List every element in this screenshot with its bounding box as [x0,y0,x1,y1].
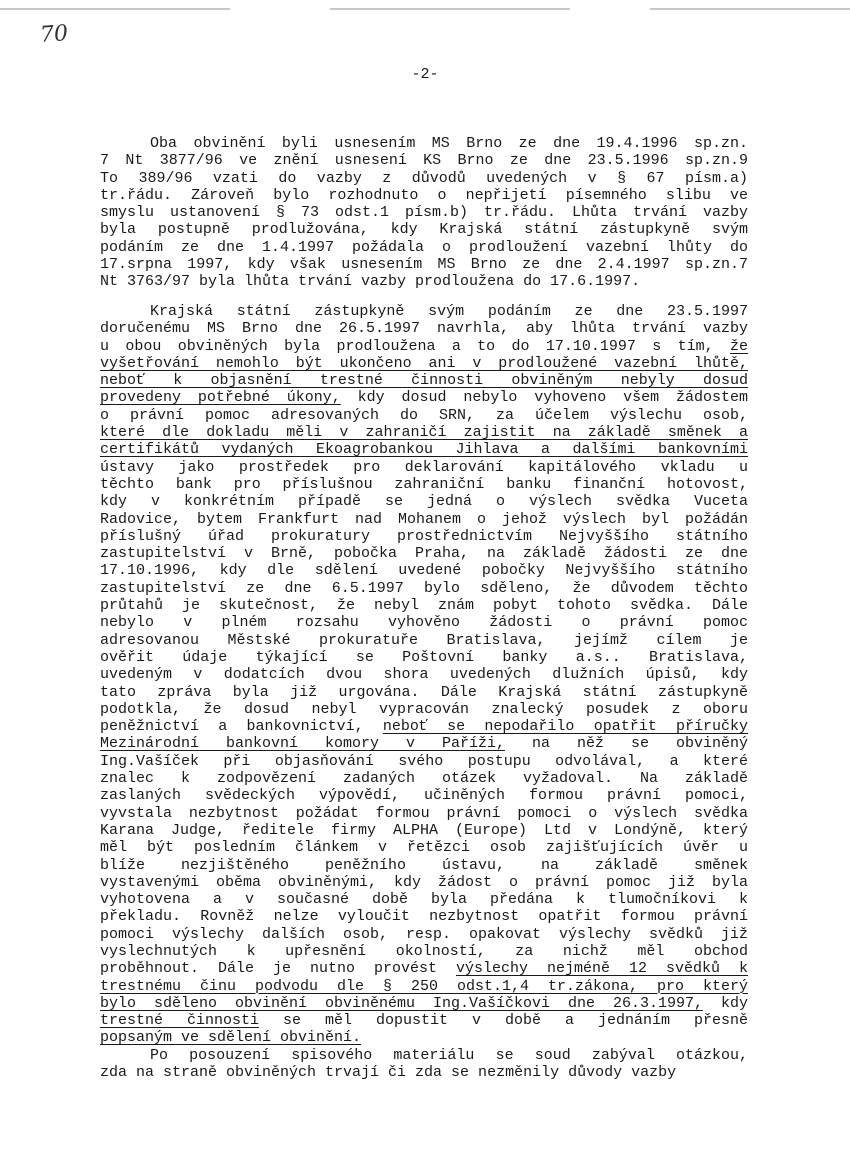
text-line [100,372,748,389]
line-text: ústavy jako prostředek pro deklarování kapitálového vkladu u [100,458,748,476]
line-text: překladu. Rovněž nelze vyloučit nezbytnost opatřit formou právní [100,908,748,926]
text-line [100,256,748,273]
line-text: podáním ze dne 1.4.1997 požádala o prodloužení vazební lhůty do [100,238,748,256]
text-line [100,718,748,735]
text-line [100,135,748,152]
text-line [100,1064,748,1081]
line-text: zda na straně obviněných trvají či zda se nezměnily důvody vazby [100,1064,677,1082]
line-text: se měl dopustit v době a jednáním přesně [283,1012,748,1030]
text-line [100,701,748,718]
text-line [100,441,748,458]
text-line [100,839,748,856]
handwritten-underlined-text: vyšetřování nemohlo být ukončeno ani v prodloužené vazební lhůtě, [100,354,748,372]
handwritten-underlined-text: neboť se nepodařilo opatřit příručky [382,718,748,736]
page-number: -2- [411,66,439,83]
line-text: vyslechnutých k upřesnění okolností, za nichž měl obchod [100,942,748,960]
text-line [100,926,748,943]
line-text: smyslu ustanovení § 73 odst.1 písm.b) tr.řádu. Lhůta trvání vazby [100,204,748,222]
text-line [100,995,748,1012]
text-line [100,239,748,256]
line-text: doručenému MS Brno dne 26.5.1997 navrhla, aby lhůta trvání vazby [100,320,748,338]
text-line [100,666,748,683]
text-line [100,545,748,562]
handwritten-underlined-text: provedeny potřebné úkony, [100,389,341,407]
text-line [100,476,748,493]
line-text: kdy v konkrétním případě se jedná o výslech svědka Vuceta [100,493,748,511]
handwritten-underlined-text: trestnému činu podvodu dle § 250 odst.1,4 tr.zákona, pro který [100,977,748,995]
text-line [100,960,748,977]
line-text: Nt 3763/97 byla lhůta trvání vazby prodloužena do 17.6.1997. [100,273,641,291]
line-text: adresovanou Městské prokuratuře Bratislava, jejímž cílem je [100,631,748,649]
handwritten-underlined-text: které dle dokladu měli v zahraničí zajistit na základě směnek a [100,424,748,442]
line-text: měl být posledním článkem v řetězci osob zajišťujících úvěr u [100,839,748,857]
paragraph-custody-history [100,135,748,291]
text-line [100,805,748,822]
line-text: zastupitelství ze dne 6.5.1997 bylo sděleno, že důvodem těchto [100,579,748,597]
handwritten-underlined-text: Mezinárodní bankovní komory v Paříži, [100,735,505,753]
handwritten-underlined-text: popsaným ve sdělení obvinění. [100,1029,362,1047]
line-text: To 389/96 vzati do vazby z důvodů uvedených v § 67 písm.a) [100,169,748,187]
text-line [100,857,748,874]
line-text: Ing.Vašíček při objasňování svého postupu odvolával, a které [100,752,748,770]
line-text: byla postupně prodlužována, kdy Krajská státní zástupkyně svým [100,221,748,239]
line-text: 17.srpna 1997, kdy však usnesením MS Brno ze dne 2.4.1997 sp.zn.7 [100,256,748,274]
handwritten-underlined-text: že [729,337,748,355]
line-text: tato zpráva byla již urgována. Dále Krajská státní zástupkyně [100,683,748,701]
line-text: 7 Nt 3877/96 ve znění usnesení KS Brno ze dne 23.5.1996 sp.zn.9 [100,152,748,170]
text-line [100,1029,748,1046]
text-line [100,753,748,770]
handwritten-underlined-text: neboť k objasnění trestné činnosti obviněným nebyly dosud [100,372,748,390]
line-text: Radovice, bytem Frankfurt nad Mohanem o jehož výslech byl požádán [100,510,748,528]
line-text: na něž se obviněný [532,735,748,753]
text-line [100,187,748,204]
text-line [100,614,748,631]
text-line [100,1047,748,1064]
text-line [100,649,748,666]
line-text: vyvstala nezbytnost požádat formou právní pomoci o výslech svědka [100,804,748,822]
line-text: nebylo v plném rozsahu vyhověno žádosti o právní pomoc [100,614,748,632]
text-line [100,424,748,441]
scan-edge-mark [0,8,230,10]
handwritten-page-note: 70 [39,21,69,48]
line-text: Karana Judge, ředitele firmy ALPHA (Europe) Ltd v Londýně, který [100,821,748,839]
text-line [100,221,748,238]
line-text: Oba obvinění byli usnesením MS Brno ze dne 19.4.1996 sp.zn. [150,135,748,152]
text-line [100,407,748,424]
line-text: vyhotovena a v současné době byla předána k tlumočníkovi k [100,891,748,909]
text-line [100,597,748,614]
text-line [100,874,748,891]
paragraph-court-assessment [100,1047,748,1082]
line-text: pomoci výslechy dalších osob, resp. opakovat výslechy svědků již [100,925,748,943]
text-line [100,389,748,406]
line-text: příslušný úřad prokuratury prostřednictvím Nejvyššího státního [100,527,748,545]
line-text: 17.10.1996, kdy dle sdělení uvedené pobočky Nejvyššího státního [100,562,748,580]
line-text: tr.řádu. Zároveň bylo rozhodnuto o nepřijetí písemného slibu ve [100,186,748,204]
text-line [100,1012,748,1029]
line-text: o právní pomoc adresovaných do SRN, za účelem výslechu osob, [100,406,748,424]
text-line [100,562,748,579]
handwritten-underlined-text: trestné činnosti [100,1012,260,1030]
handwritten-underlined-text: bylo sděleno obvinění obviněnému Ing.Vašíčkovi dne 26.3.1997, [100,994,703,1012]
text-line [100,459,748,476]
line-text: blíže nezjištěného peněžního ústavu, na základě směnek [100,856,748,874]
line-text: peněžnictví a bankovnictví, [100,718,364,736]
line-text: těchto bank pro příslušnou zahraniční banku finanční hotovost, [100,475,748,493]
line-text: zastupitelství v Brně, pobočka Praha, na základě žádosti ze dne [100,545,748,563]
text-line [100,822,748,839]
line-text: u obou obviněných byla prodloužena a to do 17.10.1997 s tím, [100,337,714,355]
text-line [100,273,748,290]
line-text: Krajská státní zástupkyně svým podáním ze dne 23.5.1997 [150,303,748,320]
line-text: uvedeným v dodatcích dvou shora uvedených dlužních úpisů, kdy [100,666,748,684]
line-text: průtahů je skutečnost, že nebyl znám pobyt tohoto svědka. Dále [100,597,748,615]
text-line [100,493,748,510]
text-line [100,787,748,804]
line-text: podotkla, že dosud nebyl vypracován znalecký posudek z oboru [100,700,748,718]
line-text: znalec k zodpovězení zadaných otázek vyžadoval. Na základě [100,770,748,788]
text-line [100,303,748,320]
text-line [100,891,748,908]
text-line [100,580,748,597]
text-line [100,152,748,169]
text-line [100,632,748,649]
text-line [100,735,748,752]
line-text: kdy dosud nebylo vyhoveno všem žádostem [357,389,748,407]
text-line [100,908,748,925]
line-text: Po posouzení spisového materiálu se soud zabýval otázkou, [150,1047,748,1064]
text-line [100,204,748,221]
line-text: kdy [720,994,748,1012]
text-line [100,528,748,545]
text-line [100,320,748,337]
handwritten-underlined-text: výslechy nejméně 12 svědků k [456,960,748,978]
scan-edge-mark [330,8,570,10]
text-line [100,770,748,787]
handwritten-underlined-text: certifikátů vydaných Ekoagrobankou Jihlava a dalšími bankovními [100,441,748,459]
text-line [100,511,748,528]
text-line [100,338,748,355]
paragraph-prosecutor-motion [100,303,748,1047]
text-line [100,684,748,701]
line-text: zaslaných svědeckých výpovědí, učiněných formou právní pomoci, [100,787,748,805]
text-line [100,355,748,372]
line-text: proběhnout. Dále je nutno provést [100,960,437,978]
text-line [100,170,748,187]
line-text: ověřit údaje týkající se Poštovní banky a.s.. Bratislava, [100,648,748,666]
text-line [100,943,748,960]
line-text: vystavenými oběma obviněnými, kdy žádost o právní pomoc již byla [100,873,748,891]
text-line [100,978,748,995]
scan-edge-mark [650,8,850,10]
